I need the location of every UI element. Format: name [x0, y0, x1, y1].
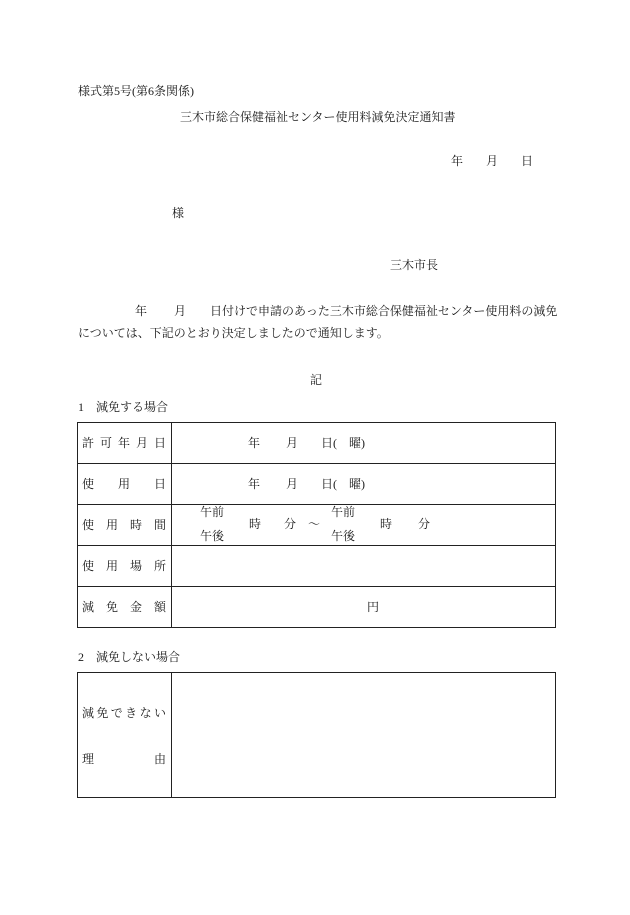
reason-label-line-1: 減 免 で き な い [82, 706, 166, 720]
row-label-cell [78, 673, 172, 797]
exemption-table [77, 422, 556, 628]
row-label: 減 免 金 額 [82, 600, 166, 614]
start-hour-label: 時 [249, 517, 262, 531]
row-value-cell [172, 464, 555, 504]
section2-heading: 2 減免しない場合 [78, 650, 181, 664]
month-label: 月 [286, 436, 299, 450]
issue-date-month: 月 [486, 154, 499, 168]
addressee-honorific: 様 [172, 206, 185, 220]
issue-date-day: 日 [521, 154, 534, 168]
end-minute-label: 分 [418, 517, 431, 531]
row-label-cell [78, 464, 172, 504]
table-row-exemption-amount [78, 586, 555, 627]
row-label: 使 用 日 [82, 477, 166, 491]
ki-heading: 記 [310, 373, 323, 387]
row-value-cell [172, 546, 555, 586]
month-label: 月 [286, 477, 299, 491]
year-label: 年 [248, 477, 261, 491]
row-label-cell [78, 423, 172, 463]
row-value-cell [172, 423, 555, 463]
section1-heading: 1 減免する場合 [78, 400, 169, 414]
start-am-label: 午前 [200, 505, 225, 519]
end-am-label: 午前 [331, 505, 356, 519]
table-row-use-place [78, 545, 555, 586]
start-minute-label: 分 [284, 517, 297, 531]
table-row-use-time [78, 504, 555, 545]
table-row-non-exemption-reason [78, 673, 555, 797]
row-label: 許 可 年 月 日 [82, 436, 166, 450]
day-weekday-label: 日( 曜) [321, 436, 365, 450]
form-number: 様式第5号(第6条関係) [78, 84, 194, 98]
non-exemption-table [77, 672, 556, 798]
table-row-use-date [78, 463, 555, 504]
row-value-cell [172, 587, 555, 627]
row-label: 使 用 場 所 [82, 559, 166, 573]
row-label-cell [78, 505, 172, 545]
row-value-cell [172, 673, 555, 797]
start-pm-label: 午後 [200, 529, 225, 543]
reason-label-line-2: 理 由 [82, 752, 166, 766]
row-label: 使 用 時 間 [82, 518, 166, 532]
year-label: 年 [248, 436, 261, 450]
body-line-2: については、下記のとおり決定しましたので通知します。 [78, 326, 389, 340]
issue-date-year: 年 [451, 154, 464, 168]
table-row-permit-date [78, 423, 555, 463]
body-month: 月 [174, 304, 187, 318]
row-value-cell [172, 505, 555, 545]
row-label-cell [78, 587, 172, 627]
end-pm-label: 午後 [331, 529, 356, 543]
body-line-1: 日付けで申請のあった三木市総合保健福祉センター使用料の減免 [210, 304, 558, 318]
document-title: 三木市総合保健福祉センター使用料減免決定通知書 [180, 110, 456, 124]
issuer-name: 三木市長 [390, 258, 439, 272]
row-label-cell [78, 546, 172, 586]
yen-unit-label: 円 [367, 600, 380, 614]
end-hour-label: 時 [380, 517, 393, 531]
day-weekday-label: 日( 曜) [321, 477, 365, 491]
body-year: 年 [135, 304, 148, 318]
time-range-separator: ～ [308, 517, 321, 531]
